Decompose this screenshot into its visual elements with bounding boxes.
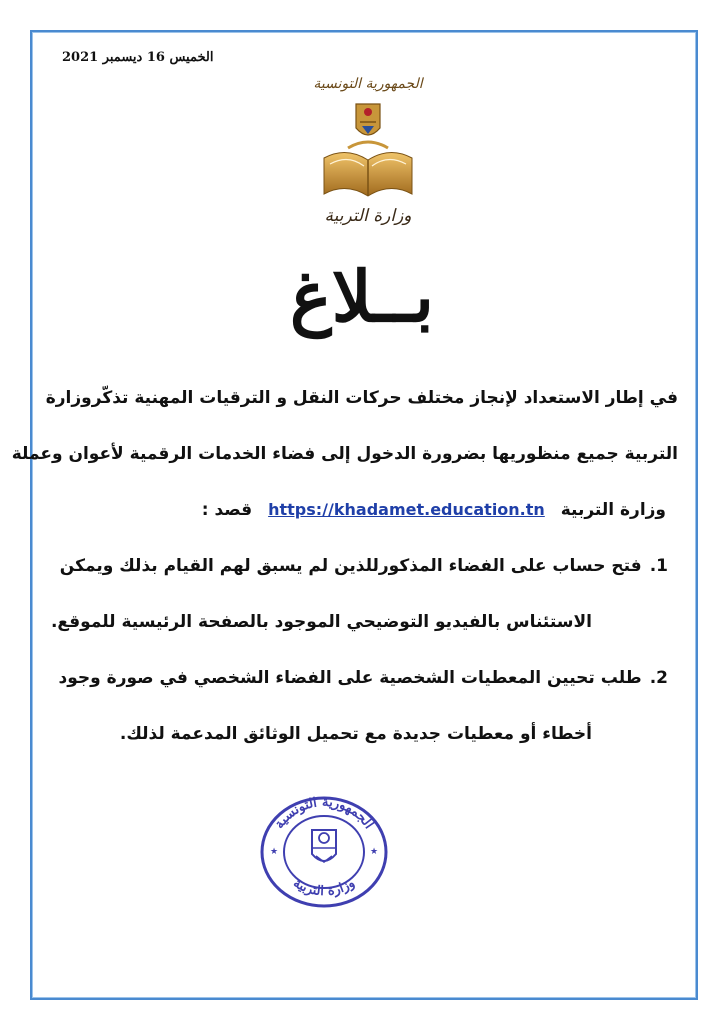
intro-line-3 bbox=[58, 500, 666, 520]
svg-text:★: ★ bbox=[370, 847, 379, 857]
svg-text:وزارة التربية bbox=[290, 876, 357, 899]
intro-line-2: التربية جميع منظوريها بضرورة الدخول إلى فضاء الخدمات الرقمية لأعوان وعملة bbox=[11, 444, 678, 464]
intro-line-1: في إطار الاستعداد لإنجاز مختلف حركات النقل و الترقيات المهنية تذكّروزارة bbox=[45, 388, 678, 408]
ministry-label: وزارة التربية bbox=[324, 206, 412, 226]
republic-label: الجمهورية التونسية bbox=[313, 76, 423, 92]
emblem-book-icon bbox=[318, 98, 418, 208]
list-item-text: فتح حساب على الفضاء المذكورللذين لم يسبق لهم القيام بذلك ويمكن bbox=[59, 556, 642, 576]
ministry-logo bbox=[308, 76, 428, 236]
document-date: الخميس 16 ديسمبر 2021 bbox=[62, 50, 214, 65]
list-item-1 bbox=[58, 556, 668, 576]
stamp-seal-icon bbox=[254, 792, 394, 910]
list-item-number: 1. bbox=[649, 556, 668, 576]
list-item-2-continued: أخطاء أو معطيات جديدة مع تحميل الوثائق المدعمة لذلك. bbox=[119, 724, 592, 744]
stamp-bottom-text: وزارة التربية bbox=[290, 875, 358, 900]
intro-line-3-start: وزارة التربية bbox=[560, 500, 666, 520]
list-item-2 bbox=[58, 668, 668, 688]
stamp-top-text: الجمهورية التونسية bbox=[272, 794, 377, 832]
svg-text:الجمهورية التونسية bbox=[272, 795, 376, 832]
list-item-number: 2. bbox=[649, 668, 668, 688]
official-stamp bbox=[254, 792, 394, 910]
services-link[interactable]: https://khadamet.education.tn bbox=[268, 500, 545, 519]
list-item-text: طلب تحيين المعطيات الشخصية على الفضاء الشخصي في صورة وجود bbox=[58, 668, 642, 688]
intro-line-3-end: قصد : bbox=[201, 500, 253, 520]
page-title: بــلاغ bbox=[289, 255, 435, 338]
list-item-1-continued: الاستئناس بالفيديو التوضيحي الموجود بالصفحة الرئيسية للموقع. bbox=[50, 612, 592, 632]
svg-text:★: ★ bbox=[270, 847, 279, 857]
